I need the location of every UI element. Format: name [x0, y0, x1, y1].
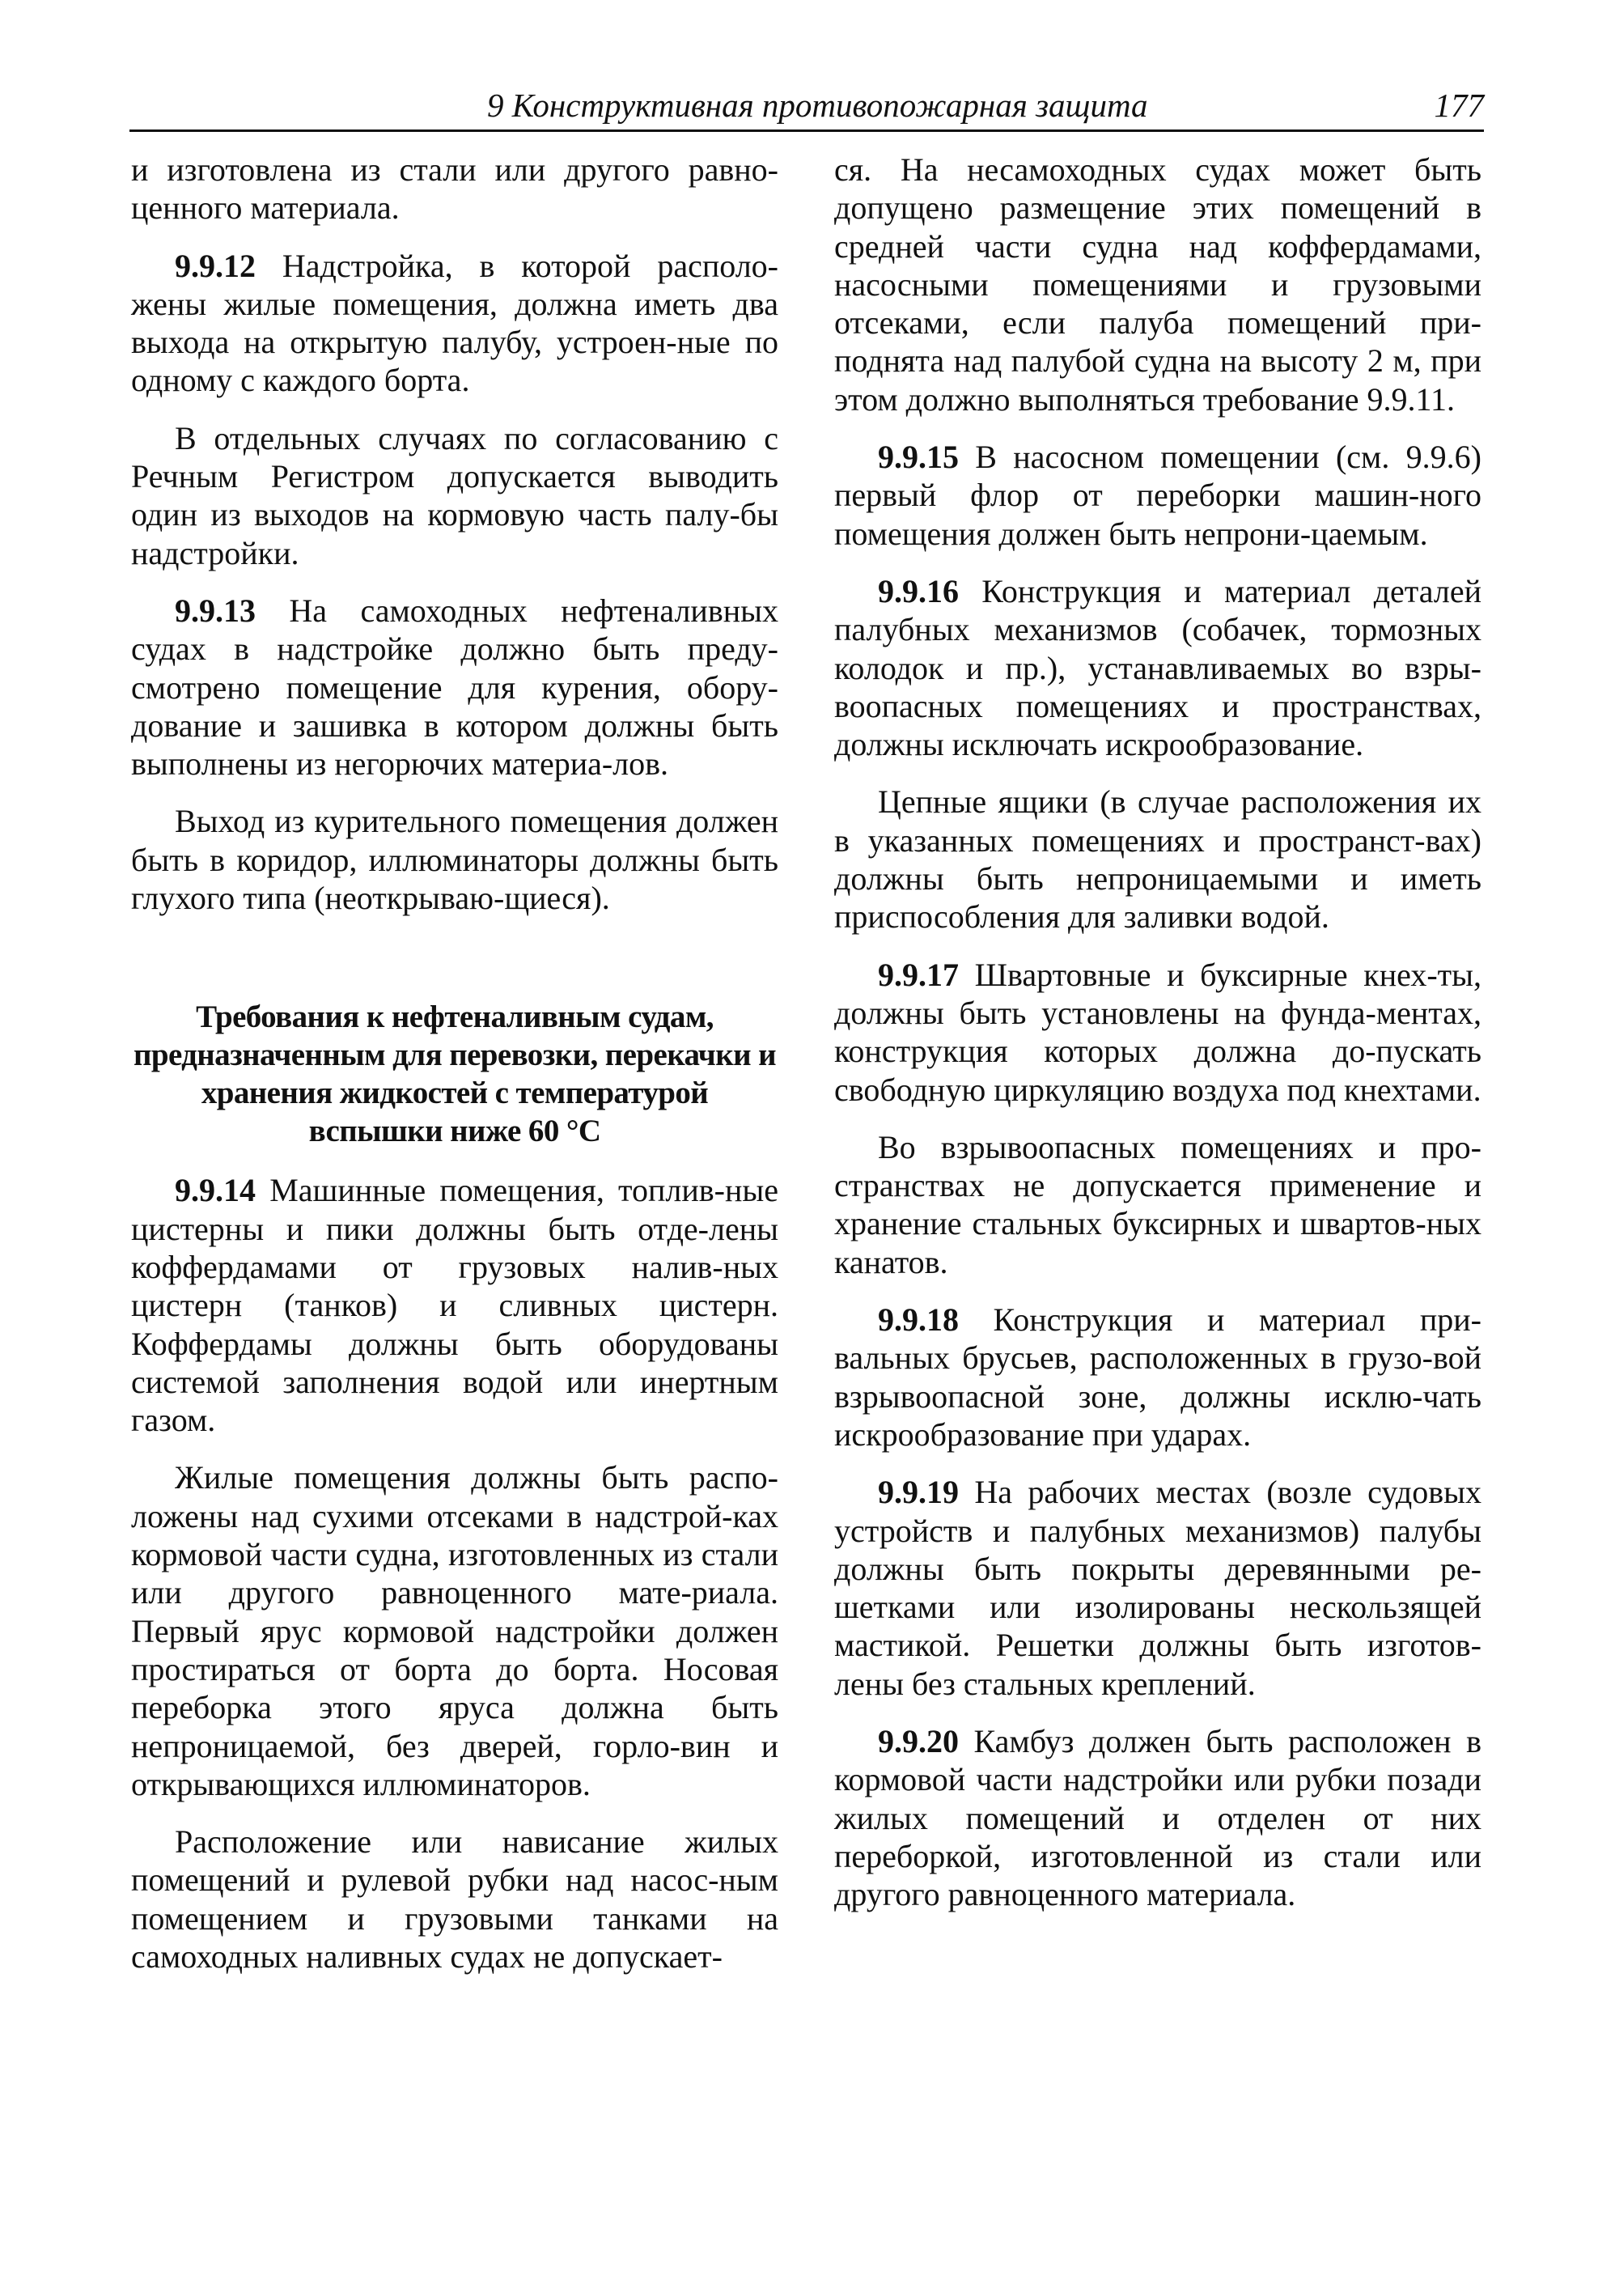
clause-text: Конструкция и материал при-вальных брусьев, расположенных в грузо-вой взрывоопасной зоне, должны исклю-чать искрообразование при ударах.: [834, 1301, 1481, 1453]
paragraph-continued: ся. На несамоходных судах может быть допущено размещение этих помещений в средней части судна над коффердамами, насосными помещениями и грузовыми отсеками, если палуба помещений при-поднята над палубой судна на высоту 2 м, при этом должно выполняться требование 9.9.11.: [834, 151, 1481, 418]
paragraph: Цепные ящики (в случае расположения их в указанных помещениях и пространст-вах) должны быть непроницаемыми и иметь приспособления для заливки водой.: [834, 783, 1481, 936]
header-title: 9 Конструктивная противопожарная защита: [487, 87, 1148, 124]
clause-9-9-20: [834, 1722, 1481, 1913]
paragraph: В отдельных случаях по согласованию с Речным Регистром допускается выводить один из выходов на кормовую часть палу-бы надстройки.: [131, 419, 778, 571]
clause-text: Машинные помещения, топлив-ные цистерны и пики должны быть отде-лены коффердамами от грузовых налив-ных цистерн (танков) и сливных цистерн. Коффердамы должны быть оборудованы системой заполнения водой или инертным газом.: [131, 1172, 778, 1439]
clause-number: 9.9.15: [878, 439, 959, 476]
right-column: [834, 151, 1481, 1933]
paragraph: Жилые помещения должны быть распо-ложены над сухими отсеками в надстрой-ках кормовой части судна, изготовленных из стали или другого равноценного мате-риала. Первый ярус кормовой надстройки должен простираться от борта до борта. Носовая переборка этого яруса должна быть непроницаемой, без дверей, горло-вин и открывающихся иллюминаторов.: [131, 1459, 778, 1802]
section-subheading: Требования к нефтеналивным судам, предназначенным для перевозки, перекачки и хранения жидкостей с температурой вспышки ниже 60 °С: [134, 999, 776, 1149]
clause-9-9-13: [131, 592, 778, 783]
left-column: [131, 151, 778, 1995]
clause-9-9-16: [834, 572, 1481, 763]
paragraph: Выход из курительного помещения должен быть в коридор, иллюминаторы должны быть глухого типа (неоткрываю-щиеся).: [131, 803, 778, 917]
clause-text: На рабочих местах (возле судовых устройств и палубных механизмов) палубы должны быть покрыты деревянными ре-шетками или изолированы нескользящей мастикой. Решетки должны быть изготов-лены без стальных креплений.: [834, 1474, 1481, 1702]
page-number: 177: [1434, 87, 1484, 124]
clause-number: 9.9.12: [175, 247, 256, 284]
clause-text: Надстройка, в которой располо-жены жилые помещения, должна иметь два выхода на открытую палубу, устроен-ные по одному с каждого борта.: [131, 247, 778, 399]
clause-9-9-18: [834, 1301, 1481, 1454]
clause-number: 9.9.13: [175, 592, 256, 629]
clause-9-9-15: [834, 438, 1481, 553]
clause-text: На самоходных нефтеналивных судах в надстройке должно быть преду-смотрено помещение для курения, обору-дование и зашивка в котором должны быть выполнены из негорючих материа-лов.: [131, 592, 778, 783]
paragraph: Во взрывоопасных помещениях и про-странствах не допускается применение и хранение стальных буксирных и швартов-ных канатов.: [834, 1128, 1481, 1280]
clause-text: Швартовные и буксирные кнех-ты, должны быть установлены на фунда-ментах, конструкция которых должна до-пускать свободную циркуляцию воздуха под кнехтами.: [834, 956, 1481, 1108]
clause-9-9-14: [131, 1171, 778, 1439]
clause-text: Конструкция и материал деталей палубных механизмов (собачек, тормозных колодок и пр.), устанавливаемых во взры-воопасных помещениях и пространствах, должны исключать искрообразование.: [834, 572, 1481, 763]
paragraph-continued: и изготовлена из стали или другого равно-ценного материала.: [131, 151, 778, 227]
clause-text: Камбуз должен быть расположен в кормовой части надстройки или рубки позади жилых помещений и отделен от них переборкой, изготовленной из стали или другого равноценного материала.: [834, 1722, 1481, 1913]
clause-number: 9.9.19: [878, 1474, 959, 1511]
paragraph: Расположение или нависание жилых помещений и рулевой рубки над насос-ным помещением и грузовыми танками на самоходных наливных судах не допускает-: [131, 1823, 778, 1975]
running-header: [129, 84, 1484, 132]
clause-number: 9.9.14: [175, 1172, 256, 1209]
clause-number: 9.9.18: [878, 1301, 959, 1339]
clause-text: В насосном помещении (см. 9.9.6) первый флор от переборки машин-ного помещения должен быть непрони-цаемым.: [834, 439, 1481, 552]
clause-9-9-12: [131, 247, 778, 400]
clause-number: 9.9.16: [878, 572, 959, 609]
clause-9-9-17: [834, 956, 1481, 1109]
clause-9-9-19: [834, 1473, 1481, 1703]
clause-number: 9.9.20: [878, 1722, 959, 1759]
clause-number: 9.9.17: [878, 956, 959, 993]
